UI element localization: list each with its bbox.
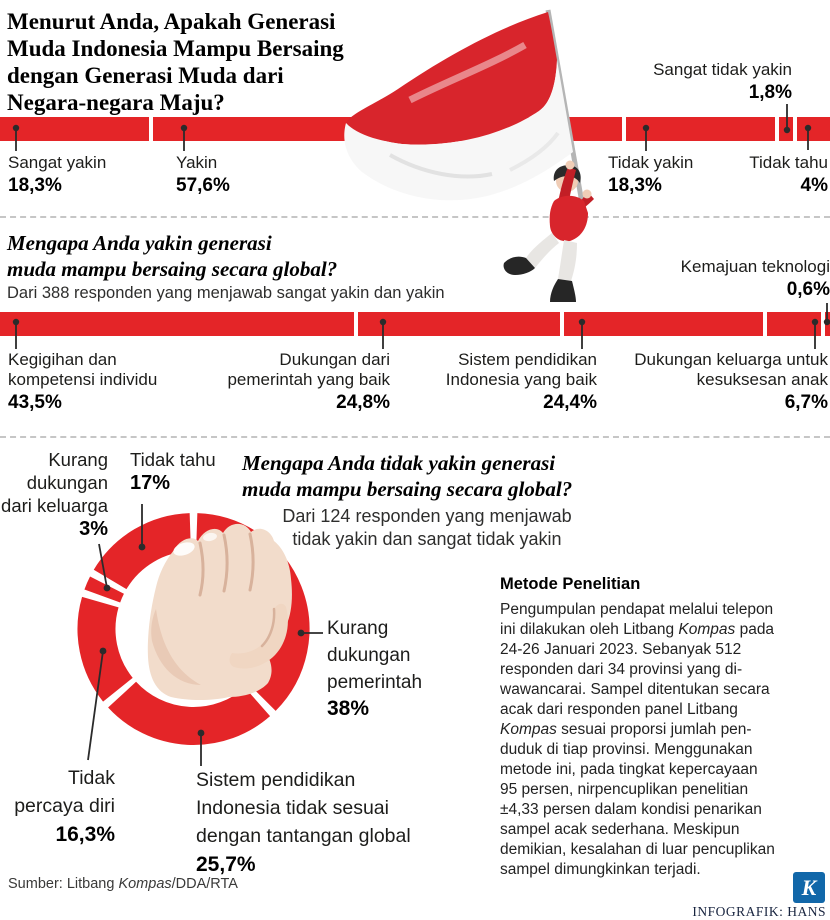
person-hand-upper — [566, 161, 575, 170]
q2-title: Mengapa Anda yakin generasi muda mampu bersaing secara global? — [7, 231, 338, 281]
donut-segment — [102, 585, 107, 596]
label-pemerintah-baik: Dukungan dari pemerintah yang baik 24,8% — [227, 350, 390, 413]
reasons-yakin-stacked-bar — [0, 312, 830, 336]
flag-bearer-illustration — [330, 5, 630, 315]
person-leg-back — [526, 233, 559, 268]
label-tidak-tahu: Tidak tahu 4% — [749, 153, 828, 196]
methodology-block: Metode Penelitian Pengumpulan pendapat melalui telepon ini dilakukan oleh Litbang Kompas pada 24-26 Januari 2023. Sebanyak 512 responden dari 34 provinsi yang di- wawancarai. Sampel ditentukan secara acak dari responden panel Litbang Kompas sesuai proporsi jumlah pen- duduk di tiap provinsi. Menggunakan metode ini, pada tingkat kepercayaan 95 persen, nirpencuplikan penelitian ±4,33 persen dalam kondisi penarikan sampel acak sederhana. Meskipun demikian, kesalahan di luar pencuplikan sampel dimungkinkan terjadi. — [500, 575, 830, 880]
label-kurang-keluarga: Kurang dukungan dari keluarga 3% — [1, 449, 108, 540]
bar-segment — [626, 117, 775, 141]
label-sangat-tidak-yakin: Sangat tidak yakin 1,8% — [653, 60, 792, 103]
person-hand-lower — [583, 190, 592, 199]
bar-segment — [797, 117, 830, 141]
bar-segment — [564, 312, 763, 336]
label-sangat-yakin: Sangat yakin 18,3% — [8, 153, 107, 196]
credit-line: INFOGRAFIK: HANS — [692, 904, 826, 919]
person-boot-front — [550, 279, 576, 302]
kompas-logo — [793, 872, 825, 903]
q3-subtitle: Dari 124 responden yang menjawab tidak yakin dan sangat tidak yakin — [282, 506, 572, 549]
label-dukungan-keluarga: Dukungan keluarga untuk kesuksesan anak 6,7% — [634, 350, 828, 413]
kompas-logo-letter: K — [801, 874, 817, 900]
donut-segment — [97, 602, 118, 690]
methodology-heading: Metode Penelitian — [500, 575, 641, 593]
bar-segment — [825, 312, 830, 336]
q2-subtitle: Dari 388 responden yang menjawab sangat yakin dan yakin — [7, 284, 445, 302]
label-yakin: Yakin 57,6% — [176, 153, 230, 196]
section-divider-2 — [0, 436, 830, 438]
label-pendidikan-tidak-sesuai: Sistem pendidikan Indonesia tidak sesuai dengan tantangan global 25,7% — [196, 769, 411, 876]
label-kegigihan: Kegigihan dan kompetensi individu 43,5% — [8, 350, 158, 413]
q3-title: Mengapa Anda tidak yakin generasi muda mampu bersaing secara global? — [242, 451, 573, 501]
label-tidak-percaya-diri: Tidak percaya diri 16,3% — [14, 767, 115, 846]
label-tidak-yakin: Tidak yakin 18,3% — [608, 153, 694, 196]
source-line: Sumber: Litbang Kompas/DDA/RTA — [8, 876, 238, 892]
bar-segment — [358, 312, 560, 336]
bar-segment — [0, 312, 354, 336]
label-teknologi: Kemajuan teknologi 0,6% — [680, 257, 830, 300]
main-title: Menurut Anda, Apakah Generasi Muda Indonesia Mampu Bersaing dengan Generasi Muda dari Negara-negara Maju? — [7, 9, 344, 115]
bar-segment — [779, 117, 794, 141]
person-leg-front — [558, 240, 577, 281]
label-pendidikan-baik: Sistem pendidikan Indonesia yang baik 24,4% — [445, 350, 597, 413]
label-tidak-tahu-donut: Tidak tahu 17% — [130, 449, 216, 494]
bar-segment — [0, 117, 149, 141]
bar-segment — [767, 312, 822, 336]
label-kurang-pemerintah: Kurang dukungan pemerintah 38% — [327, 618, 423, 720]
person-torso — [550, 196, 588, 242]
